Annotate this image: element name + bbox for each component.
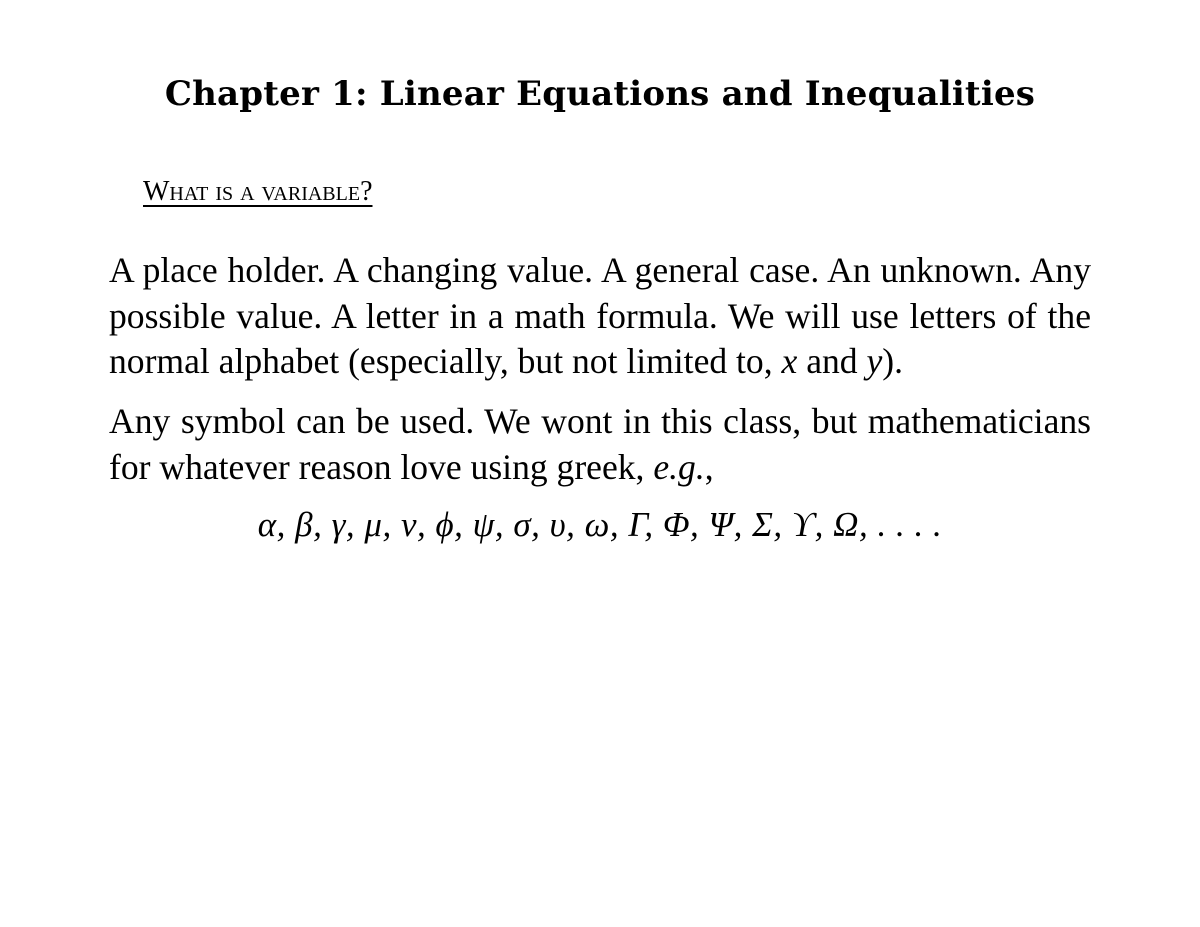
paragraph-1-text-a: A place holder. A changing value. A general case. An unknown. Any possible value. A letter in a math formula. We will use letters of the normal alphabet (especially, but not limited to, <box>109 250 1091 381</box>
paragraph-greek-symbols <box>109 399 1091 490</box>
math-variable-y: y <box>866 341 883 381</box>
paragraph-2-text-b: , <box>704 446 714 487</box>
eg-abbreviation: e.g. <box>653 446 705 487</box>
paragraph-1-text-b: and <box>797 341 867 381</box>
greek-letters-list: α, β, γ, μ, ν, ϕ, ψ, σ, υ, ω, Γ, Φ, Ψ, Σ, ϒ, Ω, . . . . <box>257 505 943 544</box>
paragraph-1-text-c: ). <box>882 341 904 381</box>
section-heading: What is a variable? <box>143 176 373 207</box>
paragraph-variable-definition <box>109 248 1091 385</box>
math-variable-x: x <box>781 341 798 381</box>
chapter-title: Chapter 1: Linear Equations and Inequalities <box>164 74 1036 114</box>
paragraph-2-text-a: Any symbol can be used. We wont in this class, but mathematicians for whatever reason love using greek, <box>109 401 1091 487</box>
